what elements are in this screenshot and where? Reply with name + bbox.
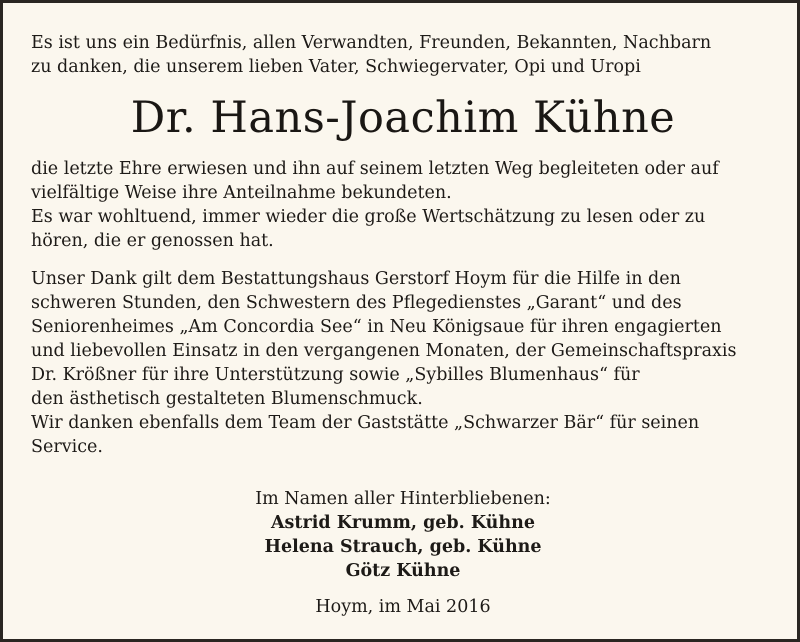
paragraph-gratitude: [31, 267, 775, 459]
intro-text: [31, 31, 775, 79]
place-date: Hoym, im Mai 2016: [315, 597, 491, 617]
paragraph-line: Wir danken ebenfalls dem Team der Gaststätte „Schwarzer Bär“ für seinen: [31, 413, 700, 433]
paragraph-line: Seniorenheimes „Am Concordia See“ in Neu Königsaue für ihren engagierten: [31, 317, 722, 337]
paragraph-line: vielfältige Weise ihre Anteilnahme bekundeten.: [31, 183, 452, 203]
paragraph-spacer: [31, 253, 775, 267]
intro-line: zu danken, die unserem lieben Vater, Schwiegervater, Opi und Uropi: [31, 57, 641, 77]
paragraph-line: Dr. Krößner für ihre Unterstützung sowie „Sybilles Blumenhaus“ für: [31, 365, 640, 385]
signatory-name: Astrid Krumm, geb. Kühne: [270, 513, 535, 533]
paragraph-line: schweren Stunden, den Schwestern des Pflegedienstes „Garant“ und des: [31, 293, 682, 313]
deceased-name: Dr. Hans-Joachim Kühne: [130, 93, 676, 143]
paragraph-line: Service.: [31, 437, 103, 457]
signatory-name: Götz Kühne: [345, 561, 461, 581]
paragraph-line: Unser Dank gilt dem Bestattungshaus Gerstorf Hoym für die Hilfe in den: [31, 269, 681, 289]
signatory-name: Helena Strauch, geb. Kühne: [264, 537, 542, 557]
paragraph-line: den ästhetisch gestalteten Blumenschmuck.: [31, 389, 423, 409]
paragraph-line: und liebevollen Einsatz in den vergangenen Monaten, der Gemeinschaftspraxis: [31, 341, 737, 361]
notice-content: [31, 31, 775, 619]
signature-names: [31, 511, 775, 583]
paragraph-line: die letzte Ehre erwiesen und ihn auf seinem letzten Weg begleiteten oder auf: [31, 159, 719, 179]
paragraph-thanks: [31, 157, 775, 253]
paragraph-line: Es war wohltuend, immer wieder die große Wertschätzung zu lesen oder zu: [31, 207, 706, 227]
paragraph-line: hören, die er genossen hat.: [31, 231, 274, 251]
intro-line: Es ist uns ein Bedürfnis, allen Verwandten, Freunden, Bekannten, Nachbarn: [31, 33, 712, 53]
signature-intro: Im Namen aller Hinterbliebenen:: [255, 489, 551, 509]
